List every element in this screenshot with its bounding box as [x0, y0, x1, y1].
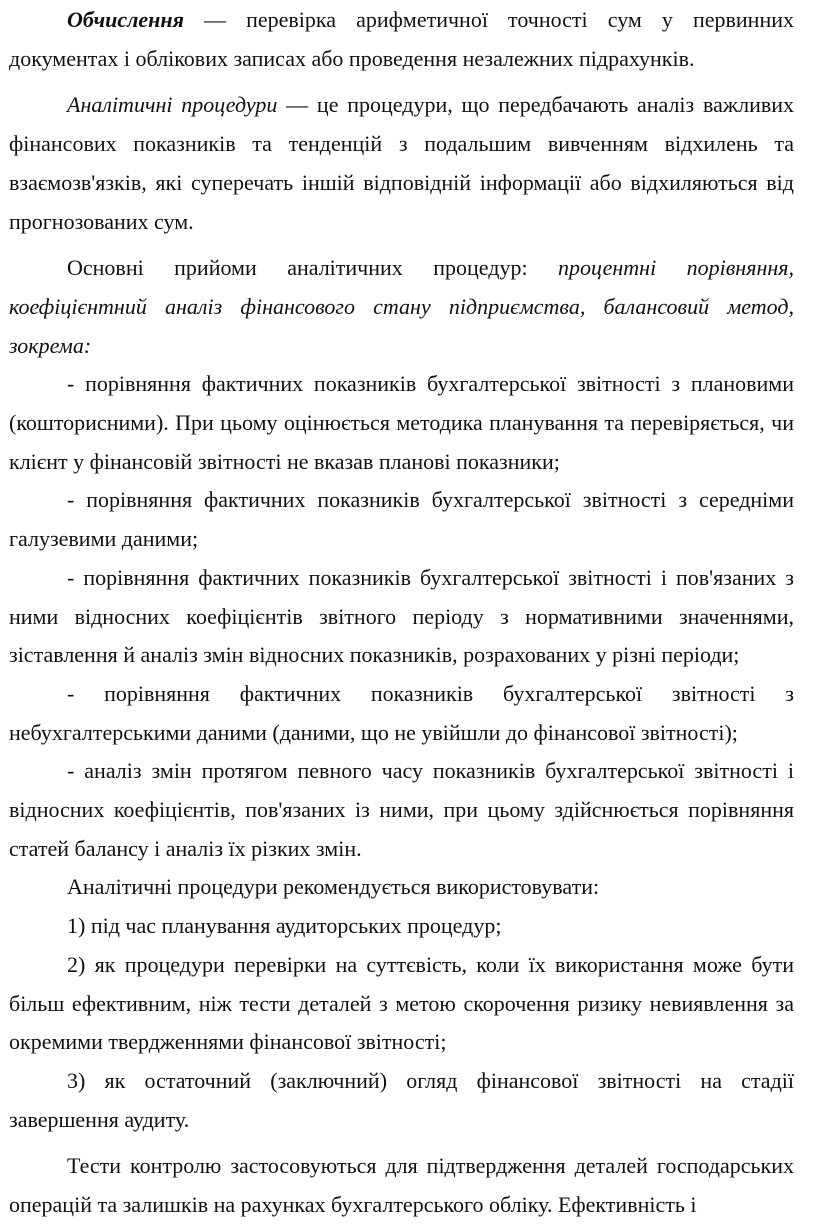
analytical-procedures-definition: — це процедури, що передбачають аналіз важливих фінансових показників та тенденцій з подальшим вивченням відхилень та взаємозв'язків, які суперечать іншій відповідній інформації або відхиляються від прогнозованих сум.: [9, 92, 795, 234]
usage-item: 1) під час планування аудиторських процедур;: [67, 913, 502, 939]
list-item: - порівняння фактичних показників бухгалтерської звітності з середніми галузевими даними;: [9, 487, 794, 552]
list-item: - порівняння фактичних показників бухгалтерської звітності і пов'язаних з ними відносних коефіцієнтів звітного періоду з нормативними значеннями, зіставлення й аналіз змін відносних показників, розрахованих у різні періоди;: [9, 564, 794, 668]
paragraph-control-tests: Тести контролю застосовуються для підтвердження деталей господарських операцій та залишків на рахунках бухгалтерського обліку. Ефективність і: [9, 1153, 794, 1218]
text-body: [9, 0, 794, 1225]
paragraph-calculation: [9, 1, 794, 78]
list-item: - аналіз змін протягом певного часу показників бухгалтерської звітності і відносних коефіцієнтів, пов'язаних із ними, при цьому здійснюється порівняння статей балансу і аналіз їх різких змін.: [9, 758, 794, 861]
paragraph-main-techniques: [9, 249, 794, 365]
main-techniques-list: процентні порівняння, коефіцієнтний аналіз фінансового стану підприємства, балансовий метод, зокрема:: [9, 255, 795, 358]
term-calculation: Обчислення: [67, 7, 184, 32]
term-analytical-procedures: Аналітичні процедури: [67, 92, 278, 118]
list-item: - порівняння фактичних показників бухгалтерської звітності з плановими (кошторисними). При цьому оцінюється методика планування та перевіряється, чи клієнт у фінансовій звітності не вказав планові показники;: [9, 371, 794, 474]
usage-item: 3) як остаточний (заключний) огляд фінансової звітності на стадії завершення аудиту.: [9, 1067, 794, 1132]
usage-intro: Аналітичні процедури рекомендується використовувати:: [67, 874, 600, 900]
main-techniques-lead: Основні прийоми аналітичних процедур:: [67, 255, 559, 281]
calculation-definition: — перевірка арифметичної точності сум у первинних документах і облікових записах або проведення незалежних підрахунків.: [9, 7, 794, 71]
paragraph-analytical-procedures: [9, 86, 794, 241]
list-item: - порівняння фактичних показників бухгалтерської звітності з небухгалтерськими даними (даними, що не увійшли до фінансової звітності);: [9, 680, 794, 745]
usage-item: 2) як процедури перевірки на суттєвість, коли їх використання може бути більш ефективним, ніж тести деталей з метою скорочення ризику невиявлення за окремими твердженнями фінансової звітності;: [9, 951, 794, 1055]
